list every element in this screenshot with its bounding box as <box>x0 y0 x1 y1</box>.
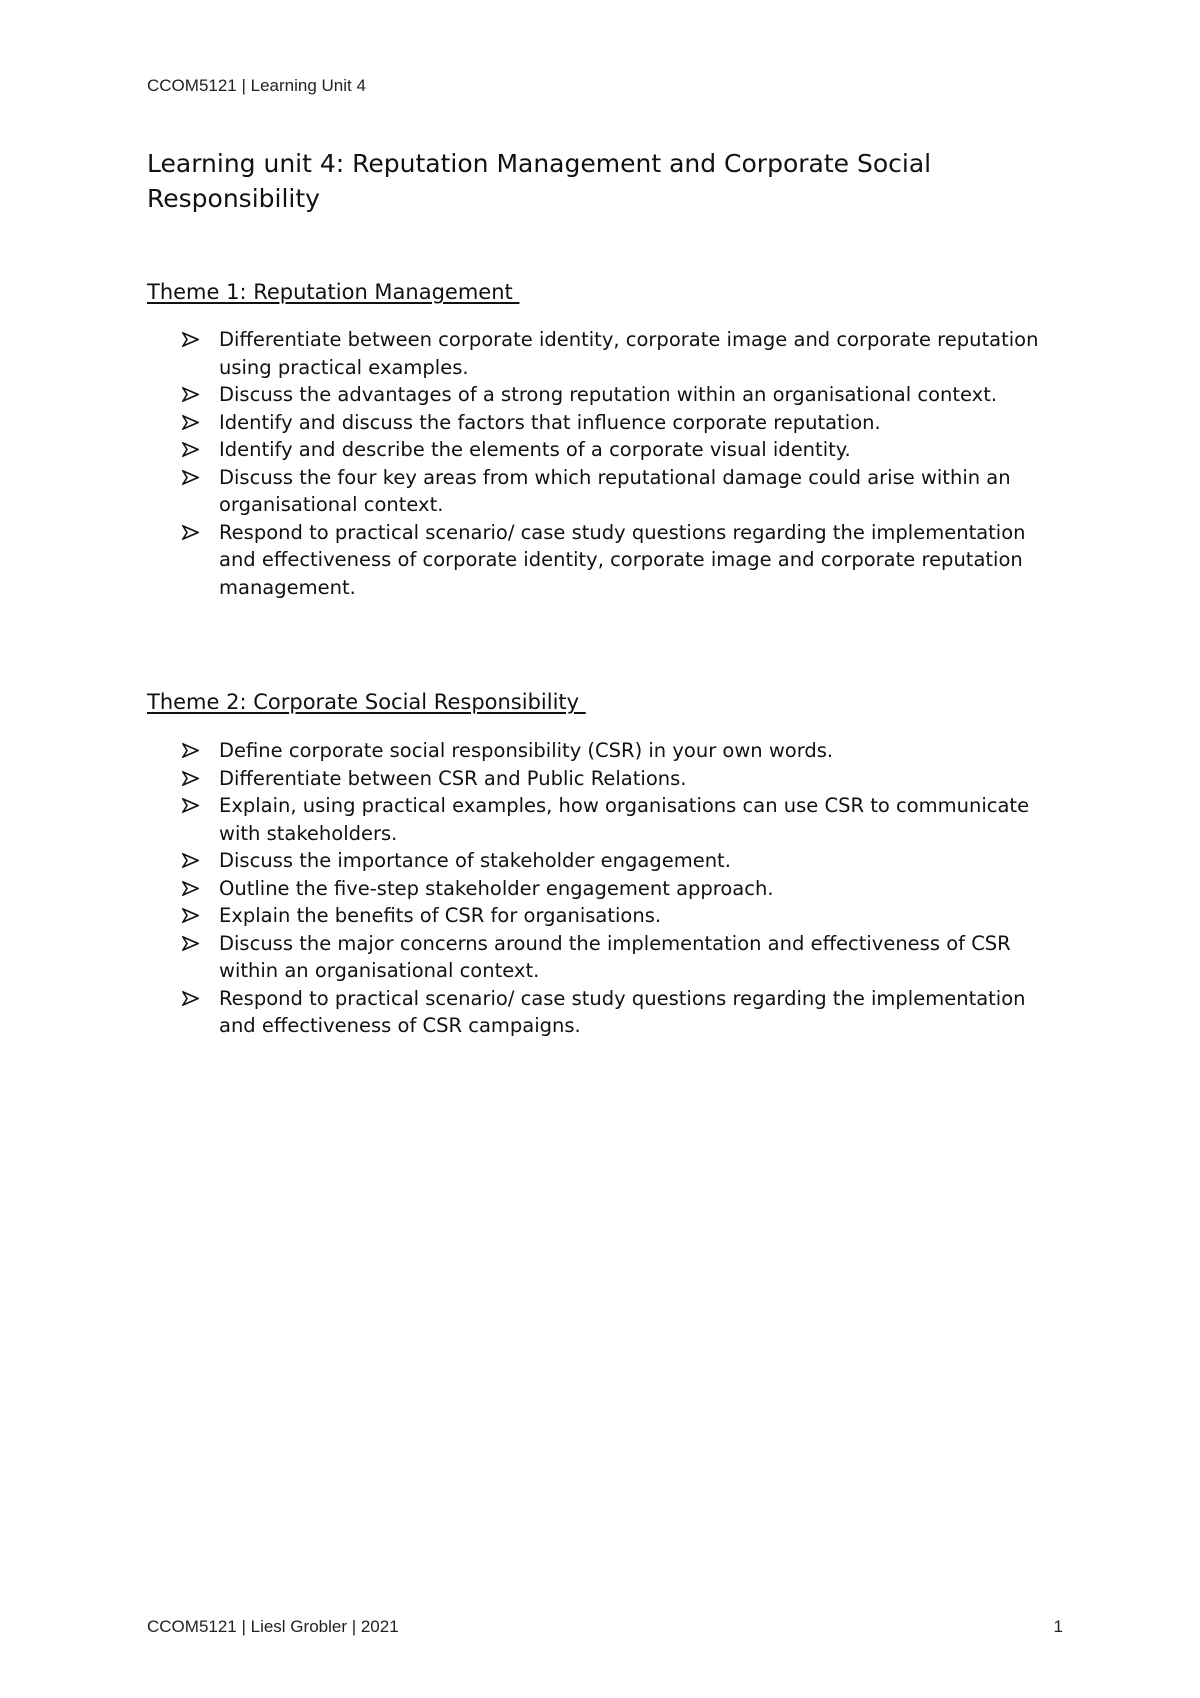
arrowhead-bullet-icon <box>182 792 202 820</box>
arrowhead-bullet-icon <box>182 765 202 793</box>
list-item <box>182 847 1062 875</box>
list-item-text: Discuss the importance of stakeholder engagement. <box>219 849 731 872</box>
list-item-text: Discuss the major concerns around the implementation and effectiveness of CSR within an organisational context. <box>219 931 1011 982</box>
arrowhead-bullet-icon <box>182 737 202 765</box>
list-item <box>182 985 1062 1040</box>
arrowhead-bullet-icon <box>182 409 202 437</box>
document-title: Learning unit 4: Reputation Management and Corporate Social Responsibility <box>147 149 932 213</box>
list-item <box>182 737 1062 765</box>
list-item <box>182 381 1062 409</box>
list-item <box>182 436 1062 464</box>
list-item <box>182 409 1062 437</box>
page-header: CCOM5121 | Learning Unit 4 <box>147 76 366 95</box>
list-item-text: Explain, using practical examples, how organisations can use CSR to communicate with stakeholders. <box>219 794 1030 845</box>
list-item <box>182 765 1062 793</box>
list-item-text: Define corporate social responsibility (CSR) in your own words. <box>219 739 834 762</box>
page-footer: CCOM5121 | Liesl Grobler | 2021 <box>147 1617 399 1636</box>
list-item <box>182 792 1062 847</box>
arrowhead-bullet-icon <box>182 381 202 409</box>
list-item-text: Differentiate between corporate identity, corporate image and corporate reputation using practical examples. <box>219 328 1039 379</box>
list-item <box>182 519 1062 602</box>
list-item-text: Identify and describe the elements of a corporate visual identity. <box>219 438 851 461</box>
list-item-text: Discuss the advantages of a strong reputation within an organisational context. <box>219 383 998 406</box>
list-item <box>182 326 1062 381</box>
list-item-text: Outline the five-step stakeholder engagement approach. <box>219 876 774 900</box>
theme-2-objectives-list <box>182 737 1062 1040</box>
arrowhead-bullet-icon <box>182 519 202 547</box>
theme-2-heading: Theme 2: Corporate Social Responsibility <box>147 690 586 714</box>
list-item-text: Explain the benefits of CSR for organisations. <box>219 904 662 927</box>
arrowhead-bullet-icon <box>182 464 202 492</box>
arrowhead-bullet-icon <box>182 902 202 930</box>
arrowhead-bullet-icon <box>182 326 202 354</box>
list-item-text: Identify and discuss the factors that influence corporate reputation. <box>219 410 881 434</box>
theme-1-heading: Theme 1: Reputation Management <box>147 280 520 304</box>
list-item <box>182 902 1062 930</box>
list-item-text: Respond to practical scenario/ case study questions regarding the implementation and effectiveness of corporate identity, corporate image and corporate reputation management. <box>219 520 1026 599</box>
arrowhead-bullet-icon <box>182 875 202 903</box>
page-number: 1 <box>1053 1617 1063 1636</box>
list-item-text: Differentiate between CSR and Public Relations. <box>219 766 687 790</box>
arrowhead-bullet-icon <box>182 930 202 958</box>
list-item-text: Respond to practical scenario/ case study questions regarding the implementation and effectiveness of CSR campaigns. <box>219 986 1026 1037</box>
arrowhead-bullet-icon <box>182 985 202 1013</box>
list-item <box>182 875 1062 903</box>
list-item <box>182 930 1062 985</box>
list-item-text: Discuss the four key areas from which reputational damage could arise within an organisational context. <box>219 465 1011 516</box>
theme-1-objectives-list <box>182 326 1062 601</box>
arrowhead-bullet-icon <box>182 436 202 464</box>
arrowhead-bullet-icon <box>182 847 202 875</box>
list-item <box>182 464 1062 519</box>
